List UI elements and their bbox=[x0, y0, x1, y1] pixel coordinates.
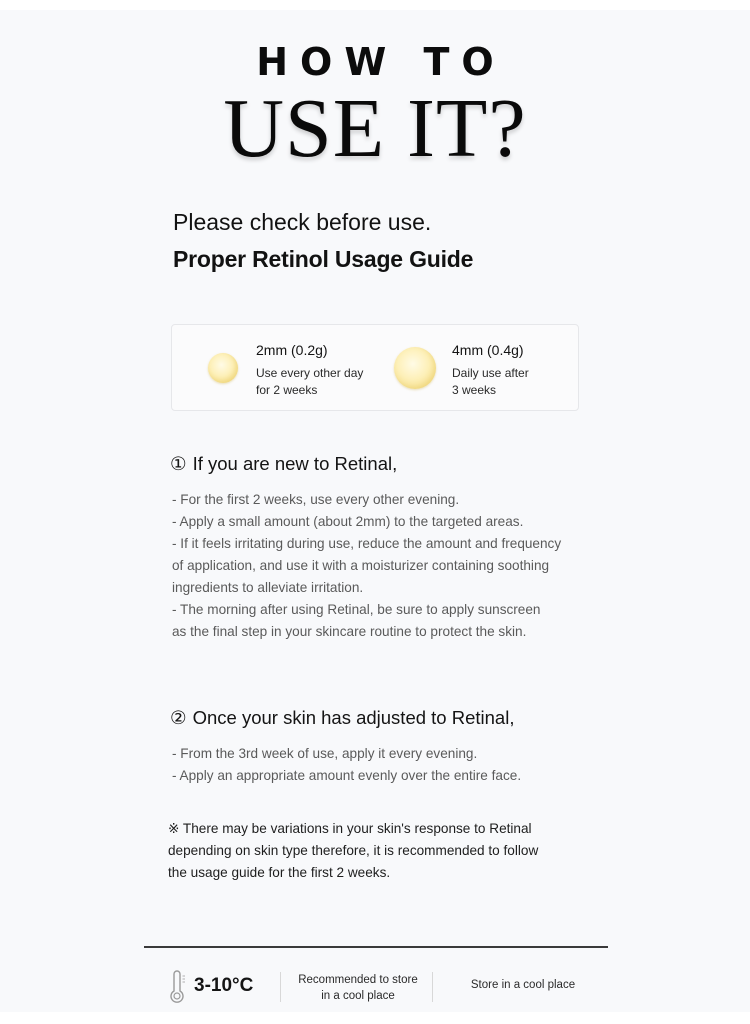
bullet-line: as the final step in your skincare routine to protect the skin. bbox=[172, 624, 527, 639]
storage-separator bbox=[432, 972, 433, 1002]
section-title-new-users bbox=[170, 453, 397, 475]
footer-divider bbox=[144, 946, 608, 948]
droplet-large-icon bbox=[394, 347, 436, 389]
section-body-adjusted bbox=[172, 743, 521, 787]
dosage-desc bbox=[452, 365, 529, 399]
storage-recommendation-line2: in a cool place bbox=[321, 990, 395, 1002]
section-heading: Once your skin has adjusted to Retinal, bbox=[192, 707, 515, 728]
section-heading: If you are new to Retinal, bbox=[192, 453, 398, 474]
bullet-line: - For the first 2 weeks, use every other evening. bbox=[172, 492, 460, 507]
dosage-desc-line1: Use every other day bbox=[256, 366, 364, 380]
usage-guide-panel bbox=[0, 10, 750, 1012]
section-title-adjusted bbox=[170, 707, 514, 729]
bullet-line: ingredients to alleviate irritation. bbox=[172, 580, 364, 595]
intro-line2: Proper Retinol Usage Guide bbox=[173, 246, 474, 272]
dosage-desc-line2: for 2 weeks bbox=[256, 383, 318, 397]
bullet-line: - The morning after using Retinal, be sure to apply sunscreen bbox=[172, 602, 541, 617]
bullet-line: - From the 3rd week of use, apply it every evening. bbox=[172, 746, 478, 761]
header-title: USE IT? bbox=[223, 82, 527, 175]
caution-note bbox=[168, 818, 538, 884]
dosage-desc-line2: 3 weeks bbox=[452, 383, 497, 397]
dosage-card bbox=[171, 324, 579, 411]
dosage-desc bbox=[256, 365, 363, 399]
note-line: the usage guide for the first 2 weeks. bbox=[168, 865, 391, 880]
section-number: ② bbox=[170, 707, 187, 728]
intro-line1: Please check before use. bbox=[173, 209, 432, 235]
droplet-small-icon bbox=[208, 353, 238, 383]
note-line: depending on skin type therefore, it is recommended to follow bbox=[168, 843, 539, 858]
storage-recommendation-line1: Recommended to store bbox=[298, 974, 418, 986]
dosage-desc-line1: Daily use after bbox=[452, 366, 529, 380]
header-kicker: HOW TO bbox=[256, 40, 506, 84]
storage-instruction: Store in a cool place bbox=[470, 979, 576, 991]
intro bbox=[173, 207, 473, 274]
section-number: ① bbox=[170, 453, 187, 474]
section-body-new-users bbox=[172, 489, 561, 643]
dosage-amount: 4mm (0.4g) bbox=[452, 342, 524, 358]
bullet-line: - Apply an appropriate amount evenly over the entire face. bbox=[172, 768, 522, 783]
bullet-line: - Apply a small amount (about 2mm) to the targeted areas. bbox=[172, 514, 524, 529]
note-line: ※ There may be variations in your skin's response to Retinal bbox=[168, 821, 532, 836]
storage-temperature: 3-10°C bbox=[194, 975, 254, 996]
storage-recommendation bbox=[286, 972, 430, 1004]
storage-info bbox=[0, 960, 750, 1010]
thermometer-icon bbox=[168, 970, 188, 1004]
bullet-line: - If it feels irritating during use, reduce the amount and frequency bbox=[172, 536, 562, 551]
storage-separator bbox=[280, 972, 281, 1002]
bullet-line: of application, and use it with a moisturizer containing soothing bbox=[172, 558, 550, 573]
dosage-amount: 2mm (0.2g) bbox=[256, 342, 328, 358]
